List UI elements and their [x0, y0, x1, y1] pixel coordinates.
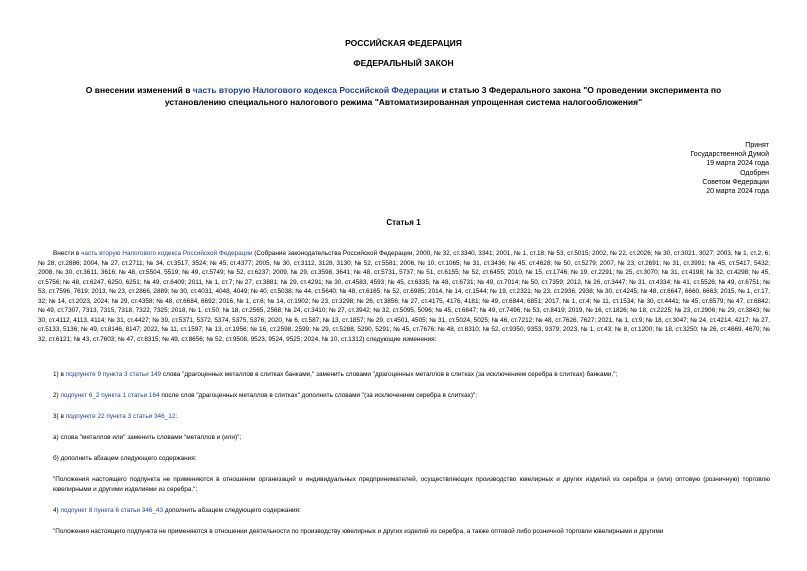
law-type-heading: ФЕДЕРАЛЬНЫЙ ЗАКОН [353, 58, 454, 68]
subitem-b: б) дополнить абзацем следующего содержания: [53, 455, 197, 462]
item-3 [53, 412, 770, 422]
subitem-a: а) слова "металлов или" заменить словами "металлов и (или)"; [53, 434, 242, 441]
adoption-line: 20 марта 2024 года [706, 188, 769, 196]
item-text: : [175, 413, 178, 420]
title-rest: и статью 3 Федерального закона "О проведении эксперимента по установлению специального налогового режима "Автоматизированная упрощенная система налогообложения" [164, 85, 722, 107]
adoption-line: Государственной Думой [690, 151, 769, 159]
quote-2: "Положения настоящего подпункта не применяются в отношении деятельности по производству ювелирных и других изделий из серебра, а также оптовой либо розничной торговли ювелирными и другими [53, 528, 664, 535]
article-heading: Статья 1 [386, 218, 421, 227]
item-1 [53, 370, 770, 380]
adoption-line: Советом Федерации [702, 178, 769, 186]
federation-heading: РОССИЙСКАЯ ФЕДЕРАЦИЯ [345, 38, 462, 48]
item-4-link[interactable]: подпункт 8 пункта 6 статьи 346_43 [60, 507, 164, 514]
item-number: 1) в [53, 371, 66, 378]
item-1-link[interactable]: подпункте 9 пункта 3 статьи 149 [65, 371, 162, 378]
item-3-link[interactable]: подпункте 22 пункта 3 статьи 346_12 [65, 413, 176, 420]
quote-1: "Положения настоящего подпункта не применяются в отношении организаций и индивидуальных предпринимателей, осуществляющих производство ювелирных и других изделий из серебра и (или) оптовую (розничную) торговлю ювелирными и другими изделиями из серебра."; [53, 476, 770, 493]
intro-link-tax-code[interactable]: часть вторую Налогового кодекса Российской Федерации [81, 250, 253, 257]
intro-lead: Внести в [53, 250, 82, 257]
adoption-block [609, 141, 769, 196]
item-4 [53, 506, 770, 516]
law-title [70, 84, 737, 108]
title-prefix: О внесении изменений в [85, 85, 193, 95]
item-number: 2) [53, 392, 61, 399]
title-link-tax-code[interactable]: часть вторую Налогового кодекса Российской Федерации [192, 85, 440, 95]
item-number: 4) [53, 507, 61, 514]
item-text: после слов "драгоценных металлов в слитках" дополнить словами "(за исключением серебра в слитках)"; [159, 392, 478, 399]
item-text: дополнить абзацем следующего содержания: [163, 507, 301, 514]
intro-paragraph [38, 249, 770, 351]
item-2 [53, 391, 770, 401]
adoption-line: Одобрен [740, 169, 769, 177]
adoption-line: Принят [745, 142, 769, 149]
intro-text: (Собрание законодательства Российской Федерации, 2000, № 32, ст.3340, 3341; 2001, № 1, ст.18; № 53, ст.5015; 2002, № 22, ст.2026; № 30, ст.3021, 3027; 2003, № 1, ст.2, 6; № 28, ст.2886; 2004, № 27, ст.2711; № 34, ст.3517, 3524; № 45, ст.4377; 2005, № 30, ст.3112, 3128, 3130; № 52, ст.5581; 2006, № 10, ст.1065; № 31, ст.3436; № 45, ст.4628; № 50, ст.5279; 2007, № 23, ст.2691; № 31, ст.3991; № 45, ст.5417, 5432; 2008, № 30, ст.3611, 3616; № 48, ст.5504, 5519; № 49, ст.5749; № 52, ст.6237; 2009, № 29, ст.3598, 3641; № 48, ст.5731, 5737; № 51, ст.6155; № 52, ст.6455; 2010, № 15, ст.1746; № 19, ст.2291; № 25, ст.3070; № 31, ст.4198; № 32, ст.4298; № 45, ст.5756; № 48, ст.6247, 6250, 6251; № 49, ст.6409; 2011, № 1, ст.7; № 27, ст.3881; № 29, ст.4291; № 30, ст.4583, 4593; № 45, ст.6335; № 48, ст.6731; № 49, ст.7014; № 50, ст.7359; 2012, № 26, ст.3447; № 31, ст.4334; № 41, ст.5526; № 49, ст.6751; № 53, ст.7596, 7619; 2013, № 23, ст.2866, 2889; № 30, ст.4031, 4048, 4049; № 40, ст.5038; № 44, ст.5640; № 48, ст.6165; № 52, ст.6985; 2014, № 14, ст.1544; № 19, ст.2321; № 23, ст.2936, 2938; № 30, ст.4245; № 48, ст.6647, 6660, 6663; 2015, № 1, ст.17, 32; № 14, ст.2023, 2024; № 29, ст.4358; № 48, ст.6684, 6692; 2016, № 1, ст.6; № 14, ст.1902; № 23, ст.3298; № 26, ст.3856; № 27, ст.4175, 4176, 4181; № 49, ст.6844, 6851; 2017, № 1, ст.4; № 11, ст.1534; № 30, ст.4441; № 45, ст.6579; № 47, ст.6842; № 49, ст.7307, 7313, 7315, 7318, 7322, 7325; 2018, № 1, ст.50; № 18, ст.2565, 2568; № 24, ст.3410; № 27, ст.3942; № 32, ст.5095, 5096; № 45, ст.6847; № 49, ст.7496; № 53, ст.8419; 2019, № 16, ст.1826; № 18, ст.2225; № 23, ст.2906; № 29, ст.3843; № 30, ст.4112, 4113, 4114; № 31, ст.4427; № 39, ст.5371, 5372, 5374, 5375, 5376; 2020, № 6, ст.587; № 13, ст.1857; № 29, ст.4501, 4505; № 31, ст.5024, 5025; № 46, ст.7212; № 48, ст.7626, 7627; 2021, № 1, ст.9; № 18, ст.3047; № 24, ст.4214, 4217; № 27, ст.5133, 5136; № 49, ст.8146, 8147; 2022, № 11, ст.1597; № 13, ст.1956; № 16, ст.2598, 2599; № 29, ст.5288, 5290, 5291; № 45, ст.7676; № 48, ст.8310; № 52, ст.9350, 9353, 9379; 2023, № 1, ст.43; № 8, ст.1200; № 18, ст.3250; № 26, ст.4669, 4670; № 32, ст.6121; № 43, ст.7603; № 47, ст.8315; № 49, ст.8656; № 52, ст.9508, 9523, 9524, 9525; 2024, № 10, ст.1312) следующие изменения: [38, 250, 770, 343]
item-2-link[interactable]: подпункт 6_2 пункта 1 статьи 164 [60, 392, 160, 399]
item-text: слова "драгоценных металлов в слитках банками," заменить словами "драгоценных металлов в слитках (за исключением серебра в слитках) банками,"; [161, 371, 618, 378]
item-number: 3) в [53, 413, 66, 420]
adoption-line: 19 марта 2024 года [706, 160, 769, 168]
